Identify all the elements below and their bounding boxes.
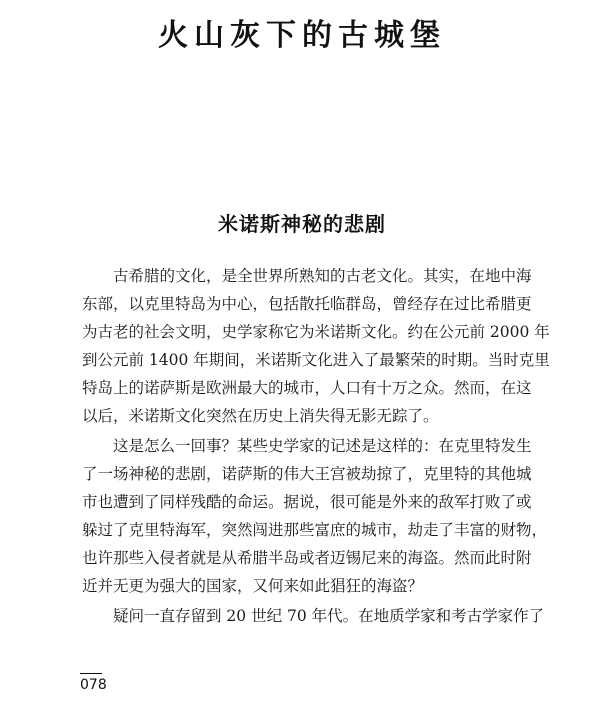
text-line: 特岛上的诺萨斯是欧洲最大的城市，人口有十万之众。然而，在这 xyxy=(82,379,532,397)
text-line: 市也遭到了同样残酷的命运。据说，很可能是外来的敌军打败了或 xyxy=(82,493,532,511)
text-line: 躲过了克里特海军，突然闯进那些富庶的城市，劫走了丰富的财物， xyxy=(82,521,548,539)
body-text xyxy=(82,262,550,632)
book-title-header: 火山灰下的古城堡 xyxy=(158,18,446,53)
text-line: 以后，米诺斯文化突然在历史上消失得无影无踪了。 xyxy=(82,407,439,425)
paragraph-1 xyxy=(82,262,550,430)
text-line: 古希腊的文化，是全世界所熟知的古老文化。其实，在地中海 xyxy=(113,267,532,285)
text-line: 为古老的社会文明，史学家称它为米诺斯文化。约在公元前 2000 年 xyxy=(82,323,550,341)
text-line: 了一场神秘的悲剧，诺萨斯的伟大王宫被劫掠了，克里特的其他城 xyxy=(82,465,532,483)
text-line: 这是怎么一回事？某些史学家的记述是这样的：在克里特发生 xyxy=(113,437,532,455)
page-number-rule xyxy=(80,673,102,674)
text-line: 近并无更为强大的国家，又何来如此猖狂的海盗？ xyxy=(82,577,424,595)
text-line: 也许那些入侵者就是从希腊半岛或者迈锡尼来的海盗。然而此时附 xyxy=(82,549,532,567)
chapter-title: 米诺斯神秘的悲剧 xyxy=(218,212,386,236)
text-line: 到公元前 1400 年期间，米诺斯文化进入了最繁荣的时期。当时克里 xyxy=(82,351,550,369)
text-line: 东部，以克里特岛为中心，包括散托临群岛，曾经存在过比希腊更 xyxy=(82,295,532,313)
page-number: 078 xyxy=(80,677,107,693)
paragraph-2 xyxy=(82,432,548,600)
paragraph-3 xyxy=(82,602,545,630)
text-line: 疑问一直存留到 20 世纪 70 年代。在地质学家和考古学家作了 xyxy=(113,607,545,625)
